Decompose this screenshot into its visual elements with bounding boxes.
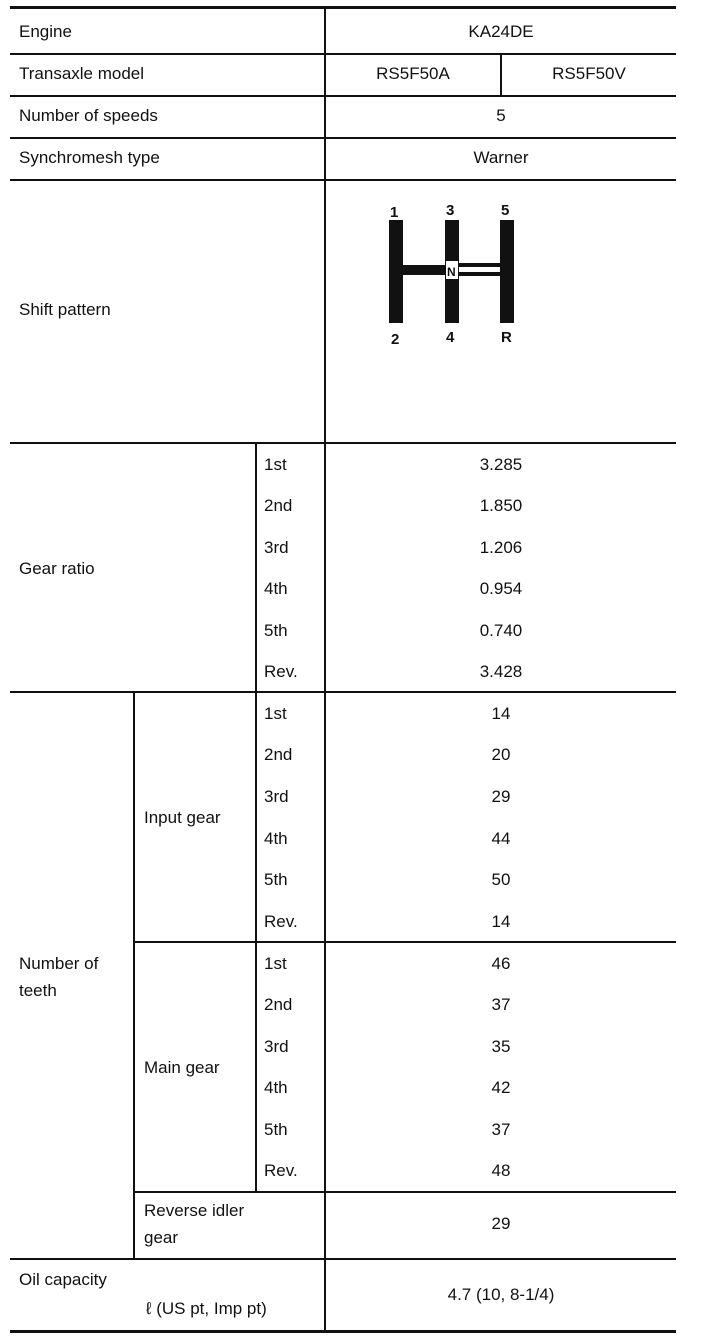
- speeds-value: 5: [496, 106, 506, 125]
- synchro-value: Warner: [473, 148, 529, 167]
- input-gear-2nd: 2nd: [264, 745, 293, 764]
- reverse-idler-label-line1: Reverse idler: [144, 1201, 245, 1220]
- main-value-5th: 37: [491, 1120, 511, 1139]
- main-gear-3rd: 3rd: [264, 1037, 289, 1056]
- main-gear-label: Main gear: [144, 1058, 220, 1077]
- shift-pos-4: 4: [446, 329, 455, 346]
- shift-gate-right: [500, 220, 514, 323]
- shift-pattern-diagram: [380, 195, 530, 355]
- teeth-label-line1: Number of: [19, 954, 99, 973]
- shift-crossbar-left: [403, 265, 445, 275]
- main-gear-rev: Rev.: [264, 1161, 298, 1180]
- transaxle-model-v: RS5F50V: [552, 64, 626, 83]
- transaxle-model-a: RS5F50A: [376, 64, 450, 83]
- rule-input-main: [133, 941, 676, 943]
- speeds-label: Number of speeds: [19, 106, 158, 125]
- input-value-4th: 44: [491, 829, 511, 848]
- gear-ratio-value-2nd: 1.850: [479, 496, 523, 515]
- main-gear-4th: 4th: [264, 1078, 288, 1097]
- main-gear-5th: 5th: [264, 1120, 288, 1139]
- main-value-3rd: 35: [491, 1037, 511, 1056]
- main-gear-1st: 1st: [264, 954, 287, 973]
- col-divider-gear-ratio: [255, 443, 257, 692]
- main-gear-2nd: 2nd: [264, 995, 293, 1014]
- shift-crossbar-right-bottom: [459, 272, 500, 276]
- rule-teeth: [10, 1258, 676, 1260]
- gear-ratio-gear-2nd: 2nd: [264, 496, 293, 515]
- gear-ratio-gear-1st: 1st: [264, 455, 287, 474]
- col-divider-teeth-group: [133, 692, 135, 1259]
- rule-transaxle: [10, 95, 676, 97]
- rule-gear-ratio: [10, 691, 676, 693]
- oil-capacity-unit: ℓ (US pt, Imp pt): [146, 1299, 267, 1318]
- input-value-1st: 14: [491, 704, 511, 723]
- reverse-idler-label-line2: gear: [144, 1228, 179, 1247]
- reverse-idler-value: 29: [491, 1214, 511, 1233]
- engine-value: KA24DE: [468, 22, 534, 41]
- gear-ratio-value-4th: 0.954: [479, 579, 523, 598]
- shift-pos-5: 5: [501, 202, 510, 219]
- input-gear-label: Input gear: [144, 808, 221, 827]
- oil-capacity-label: Oil capacity: [19, 1270, 107, 1289]
- main-value-4th: 42: [491, 1078, 511, 1097]
- gear-ratio-gear-4th: 4th: [264, 579, 288, 598]
- rule-main-idler: [133, 1191, 676, 1193]
- shift-label: Shift pattern: [19, 300, 111, 319]
- shift-crossbar-right-top: [459, 263, 500, 267]
- shift-pos-1: 1: [390, 204, 399, 221]
- gear-ratio-gear-5th: 5th: [264, 621, 288, 640]
- shift-pos-2: 2: [391, 331, 400, 348]
- shift-pos-3: 3: [446, 202, 455, 219]
- gear-ratio-value-3rd: 1.206: [479, 538, 523, 557]
- rule-top: [10, 6, 676, 9]
- shift-pos-r: R: [501, 329, 512, 346]
- input-value-3rd: 29: [491, 787, 511, 806]
- input-value-rev: 14: [491, 912, 511, 931]
- rule-engine: [10, 53, 676, 55]
- main-value-2nd: 37: [491, 995, 511, 1014]
- rule-speeds: [10, 137, 676, 139]
- shift-pos-n: N: [447, 265, 456, 279]
- gear-ratio-gear-rev: Rev.: [264, 662, 298, 681]
- shift-gate-left: [389, 220, 403, 323]
- rule-bottom: [10, 1330, 676, 1333]
- synchro-label: Synchromesh type: [19, 148, 160, 167]
- engine-label: Engine: [19, 22, 72, 41]
- input-gear-1st: 1st: [264, 704, 287, 723]
- rule-synchro: [10, 179, 676, 181]
- main-value-rev: 48: [491, 1161, 511, 1180]
- transaxle-label: Transaxle model: [19, 64, 145, 83]
- teeth-label-line2: teeth: [19, 981, 57, 1000]
- input-value-2nd: 20: [491, 745, 511, 764]
- main-value-1st: 46: [491, 954, 511, 973]
- gear-ratio-value-rev: 3.428: [479, 662, 523, 681]
- gear-ratio-value-1st: 3.285: [479, 455, 523, 474]
- col-divider-teeth-gear: [255, 692, 257, 1192]
- oil-capacity-value: 4.7 (10, 8-1/4): [447, 1285, 555, 1304]
- input-gear-rev: Rev.: [264, 912, 298, 931]
- gear-ratio-label: Gear ratio: [19, 559, 95, 578]
- input-gear-3rd: 3rd: [264, 787, 289, 806]
- rule-shift: [10, 442, 676, 444]
- input-gear-5th: 5th: [264, 870, 288, 889]
- gear-ratio-gear-3rd: 3rd: [264, 538, 289, 557]
- input-gear-4th: 4th: [264, 829, 288, 848]
- input-value-5th: 50: [491, 870, 511, 889]
- gear-ratio-value-5th: 0.740: [479, 621, 523, 640]
